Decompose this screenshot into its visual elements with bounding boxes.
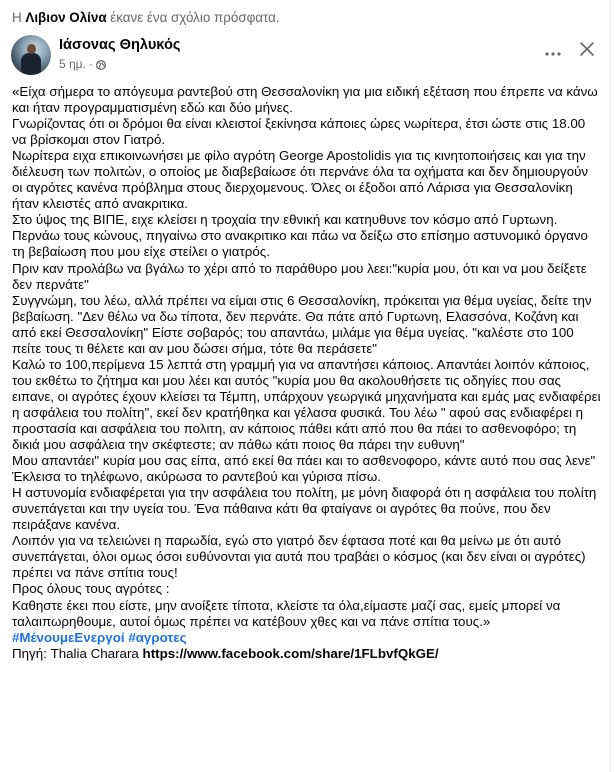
post-paragraph: Καλώ το 100,περίμενα 15 λεπτά στη γραμμή για να απαντήσει κάποιος. Απαντάει λοιπόν κάποιος, του εκθέτω το ζήτημα και μου λέει και αυτός "κυρία μου θα ακολουθήσετε τις οδηγίες που σας ειπανε, οι αγρότες έχουν κλείσει τα Τέμπη, υπάρχουν γεωργικά μηχανήματα και εμάς μας ενδιαφέρει η ασφάλεια του πολίτη", εκεί δεν κρατήθηκα και γέλασα φυσικά. Του λέω " αφού σας ενδιαφέρει η προστασία και ασφάλεια του πολιτη, αν κάποιος πάθει κάτι από που θα πάει το ασθενοφόρο; τη δικιά μου ασφάλεια την σκέφτεστε; αν πάθω κάτι ποιος θα πάρει την ευθυνη"	[12, 356, 605, 453]
post-paragraph: Νωρίτερα ειχα επικοινωνήσει με φίλο αγρότη George Apostolidis για τις κινητοποιήσεις και για την διέλευση των πολιτών, ο οποίος με διαβεβαίωσε ότι περνάνε όλα τα οχήματα και δεν δημιουργούν οι αγρότες κανένα πρόβλημα στους διερχομενους. Όλες οι έξοδοι από Λάρισα για Θεσσαλονίκη ήταν κλειστές από ανακριτικα.	[12, 148, 592, 212]
post-meta	[59, 57, 106, 71]
meta-separator: ·	[88, 57, 93, 71]
post-paragraph: Καθηστε έκει που είστε, μην ανοίξετε τίποτα, κλείστε τα όλα,είμαστε μαζί σας, εμείς μπορεί να ταλαιπωρηθουμε, αυτοί όμως πρέπει να κατέβουν χθες και να πάνε σπίτια τους.»	[12, 597, 565, 629]
avatar-figure-head	[27, 44, 36, 54]
post-paragraph: Περνάω τους κώνους, πηγαίνω στο ανακριτικο και πάω να δείξω στο επίσημο αστυνομικό όργανο τη βεβαίωση που μου είχε στείλει ο γιατρός.	[12, 228, 592, 260]
post-paragraph: Γνωρίζοντας ότι οι δρόμοι θα είναι κλειστοί ξεκίνησα κάποιες ώρες νωρίτερα, έτσι ώστε στις 18.00 να βρίσκομαι στον Γιατρό.	[12, 116, 589, 148]
activity-actor-link[interactable]: Λιβιον Ολίνα	[25, 10, 107, 25]
hashtags	[12, 630, 602, 646]
more-options-button[interactable]	[541, 42, 565, 62]
source-url-link[interactable]: https://www.facebook.com/share/1FLbvfQkGE/	[142, 645, 439, 661]
post-timestamp-link[interactable]: 5 ημ.	[59, 57, 86, 71]
post-paragraph: Συγγνώμη, του λέω, αλλά πρέπει να είμαι στις 6 Θεσσαλονίκη, πρόκειται για θέμα υγείας, δείτε την βεβαίωση. "Δεν θέλω να δω τίποτα, δεν περνάτε. Θα πάτε από Γυρτωνη, Ελασσόνα, Κοζάνη και από εκεί Θεσσαλονίκη" Είστε σοβαρός; του απαντάω, μιλάμε για θέμα υγείας. "καλέστε στο 100 πείτε τους τι θέλετε και αν μου δώσει σήμα, τότε θα περάσετε"	[12, 292, 596, 356]
post-paragraph: Πριν καν προλάβω να βγάλω το χέρι από το παράθυρο μου λεει:"κυρία μου, ότι και να μου δείξετε δεν περνάτε"	[12, 260, 591, 292]
activity-notice	[12, 10, 280, 25]
author-name-link[interactable]: Ιάσονας Θηλυκός	[59, 37, 181, 53]
avatar-figure-body	[21, 53, 41, 75]
source-line	[12, 646, 602, 662]
post-paragraph: Η αστυνομία ενδιαφέρεται για την ασφάλεια του πολίτη, με μόνη διαφορά ότι η ασφάλεια του πολίτη συνεπάγεται και την υγεία του. Ένα πάθαινα κάτι θα φταίγανε οι αγρότες θα πούνε, που δεν πειράξανε κανένα.	[12, 485, 601, 533]
hashtag-link[interactable]: #ΜένουμεΕνεργοί	[12, 629, 125, 645]
post-text	[12, 84, 605, 662]
more-options-icon	[545, 43, 561, 61]
activity-prefix: Η	[12, 10, 22, 25]
post-paragraph: Λοιπόν για να τελειώνει η παρωδία, εγώ στο γιατρό δεν έφτασα ποτέ και θα μείνω με ότι αυτό συνεπάγεται, όλοι ομως όσοι ευθύνονται για αυτά που τραβάει ο κόσμος (και δεν είναι οι αγρότες) πρέπει να πάνε σπίτια τους!	[12, 533, 590, 581]
author-avatar[interactable]	[11, 35, 51, 75]
post-paragraph: Έκλεισα το τηλέφωνο, ακύρωσα το ραντεβού και γύρισα πίσω.	[12, 469, 381, 485]
post-paragraph: Στο ύψος της ΒΙΠΕ, ειχε κλείσει η τροχαία την εθνική και κατηυθυνε τον κόσμο από Γυρτωνη.	[12, 212, 558, 228]
post-paragraph: «Είχα σήμερα το απόγευμα ραντεβού στη Θεσσαλονίκη για μια ειδική εξέταση που έπρεπε να κάνω και ήταν προγραμματισμένη εδώ και δύο μήνες.	[12, 84, 602, 116]
globe-icon[interactable]	[96, 59, 106, 69]
post-paragraph: Μου απαντάει" κυρία μου σας είπα, από εκεί θα πάει και το ασθενοφορο, κάντε αυτό που σας λενε"	[12, 453, 596, 469]
source-label: Πηγή: Thalia Charara	[12, 645, 139, 661]
close-icon	[579, 41, 595, 62]
close-button[interactable]	[575, 39, 599, 63]
activity-suffix: έκανε ένα σχόλιο πρόσφατα.	[110, 10, 280, 25]
post-paragraph: Προς όλους τους αγρότες :	[12, 581, 170, 597]
hashtag-link[interactable]: #αγροτες	[128, 629, 187, 645]
